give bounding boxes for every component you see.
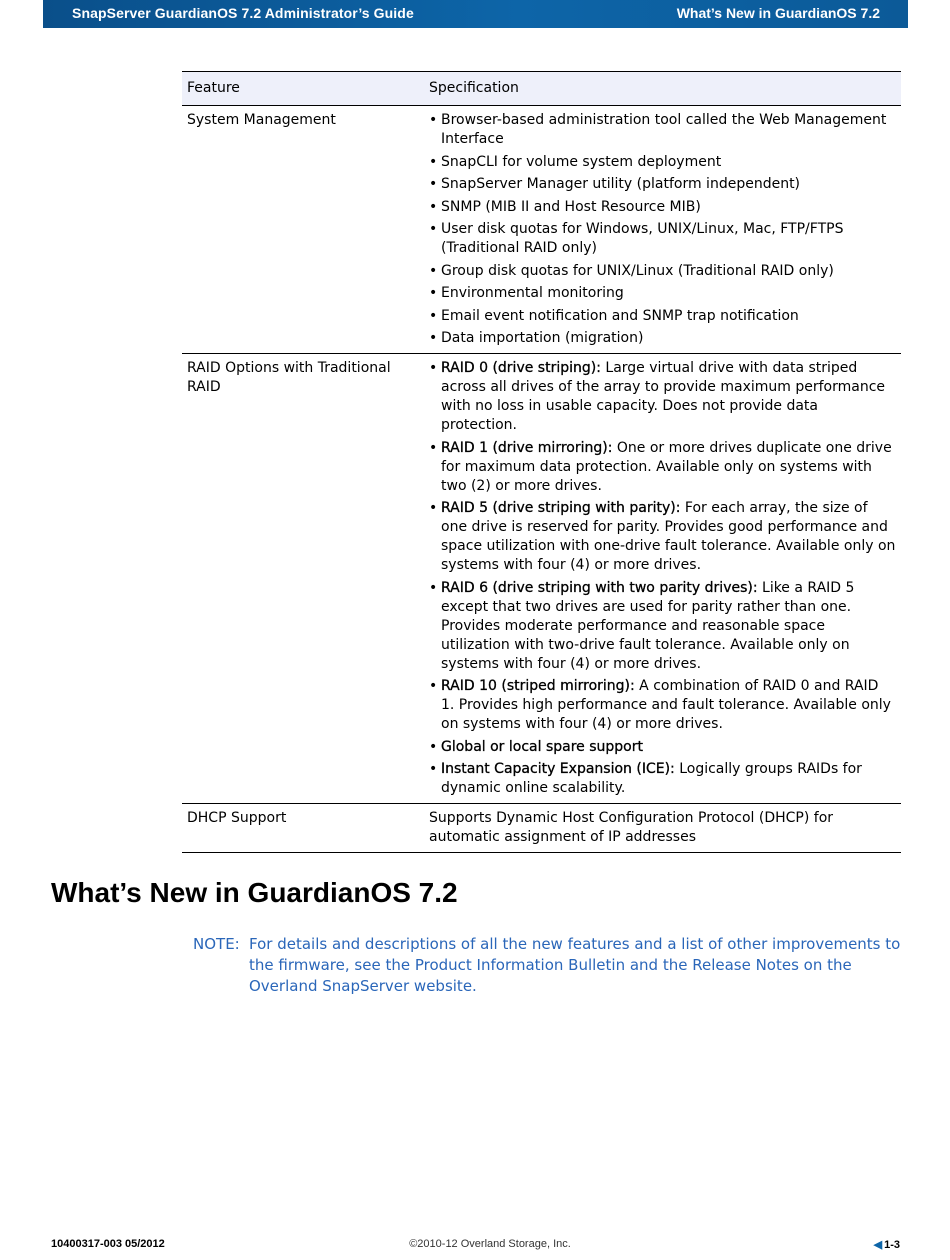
bullet-icon: •	[429, 285, 438, 301]
table-row	[182, 354, 901, 804]
feature-cell: DHCP Support	[182, 804, 424, 853]
feature-cell: RAID Options with Traditional RAID	[182, 354, 424, 804]
item-text: Like a RAID 5 except that two drives are used for parity rather than one. Provides moderate performance and reasonable space utilization with two-drive fault tolerance. Available only on systems with four (4) or more drives.	[441, 579, 855, 672]
list-item	[429, 760, 896, 798]
footer-doc-number: 10400317-003 05/2012	[51, 1238, 165, 1250]
list-item	[429, 359, 896, 435]
page-number: 1-3	[884, 1239, 900, 1251]
item-term: Global or local spare support	[441, 738, 643, 755]
item-term: RAID 0 (drive striping):	[441, 360, 601, 376]
list-item	[429, 677, 896, 734]
bullet-icon: •	[429, 198, 438, 215]
bullet-icon: •	[429, 761, 438, 777]
item-text: SnapCLI for volume system deployment	[441, 153, 722, 170]
list-item	[429, 329, 896, 348]
list-item	[429, 262, 896, 281]
header-guide-title: SnapServer GuardianOS 7.2 Administrator’s Guide	[72, 5, 414, 21]
column-header-specification: Specification	[424, 72, 901, 106]
item-term: RAID 1 (drive mirroring):	[441, 439, 613, 456]
spec-cell: Supports Dynamic Host Configuration Protocol (DHCP) for automatic assignment of IP addresses	[424, 804, 901, 853]
item-text: One or more drives duplicate one drive for maximum data protection. Available only on systems with two (2) or more drives.	[441, 439, 892, 494]
footer-copyright: ©2010-12 Overland Storage, Inc.	[409, 1238, 571, 1250]
item-term: RAID 6 (drive striping with two parity drives):	[441, 579, 758, 596]
bullet-icon: •	[429, 221, 438, 237]
triangle-left-icon: ◀	[873, 1239, 883, 1251]
bullet-icon: •	[429, 307, 438, 324]
spec-list	[429, 359, 896, 798]
item-text: For each array, the size of one drive is reserved for parity. Provides good performance and space utilization with one-drive fault tolerance. Available only on systems with four (4) or more drives.	[441, 500, 896, 573]
item-term: RAID 10 (striped mirroring):	[441, 678, 635, 694]
list-item	[429, 579, 896, 674]
item-text: Browser-based administration tool called the Web Management Interface	[441, 112, 887, 147]
list-item	[429, 738, 896, 757]
column-header-feature: Feature	[182, 72, 424, 106]
table-row	[182, 106, 901, 354]
list-item	[429, 284, 896, 303]
item-text: SNMP (MIB II and Host Resource MIB)	[441, 198, 701, 215]
item-text: SnapServer Manager utility (platform independent)	[441, 176, 801, 192]
item-text: Logically groups RAIDs for dynamic online scalability.	[441, 761, 862, 796]
bullet-icon: •	[429, 678, 438, 694]
feature-cell: System Management	[182, 106, 424, 354]
bullet-icon: •	[429, 330, 438, 346]
spec-list	[429, 111, 896, 348]
bullet-icon: •	[429, 112, 438, 128]
list-item	[429, 198, 896, 217]
bullet-icon: •	[429, 360, 438, 376]
header-chapter-title: What’s New in GuardianOS 7.2	[676, 5, 880, 21]
note-label: NOTE:	[193, 935, 240, 953]
note-text: For details and descriptions of all the new features and a list of other improvements to the firmware, see the Product Information Bulletin and the Release Notes on the Overland SnapServer website.	[249, 935, 901, 995]
item-text: Email event notification and SNMP trap notification	[441, 307, 799, 324]
spec-cell	[424, 354, 901, 804]
page-header	[43, 0, 908, 28]
item-text: Data importation (migration)	[441, 330, 644, 346]
list-item	[429, 153, 896, 172]
spec-cell	[424, 106, 901, 354]
table-header-row	[182, 72, 901, 106]
section-heading: What’s New in GuardianOS 7.2	[51, 877, 458, 908]
item-text: Large virtual drive with data striped across all drives of the array to provide maximum performance with no loss in usable capacity. Does not provide data protection.	[441, 360, 886, 433]
bullet-icon: •	[429, 153, 438, 170]
list-item	[429, 307, 896, 326]
item-text: A combination of RAID 0 and RAID 1. Provides high performance and fault tolerance. Available only on systems with four (4) or more drives.	[441, 678, 891, 732]
item-term: RAID 5 (drive striping with parity):	[441, 500, 681, 516]
item-text: User disk quotas for Windows, UNIX/Linux, Mac, FTP/FTPS (Traditional RAID only)	[441, 221, 844, 256]
table-row	[182, 804, 901, 853]
bullet-icon: •	[429, 262, 438, 279]
bullet-icon: •	[429, 738, 438, 755]
item-text: Environmental monitoring	[441, 285, 624, 301]
bullet-icon: •	[429, 579, 438, 596]
list-item	[429, 220, 896, 258]
footer-page-number	[874, 1238, 900, 1251]
list-item	[429, 499, 896, 575]
list-item	[429, 111, 896, 149]
item-text: Group disk quotas for UNIX/Linux (Traditional RAID only)	[441, 262, 834, 279]
item-term: Instant Capacity Expansion (ICE):	[441, 761, 675, 777]
list-item	[429, 439, 896, 496]
bullet-icon: •	[429, 439, 438, 456]
list-item	[429, 175, 896, 194]
bullet-icon: •	[429, 176, 438, 192]
feature-spec-table	[182, 71, 901, 853]
bullet-icon: •	[429, 500, 438, 516]
